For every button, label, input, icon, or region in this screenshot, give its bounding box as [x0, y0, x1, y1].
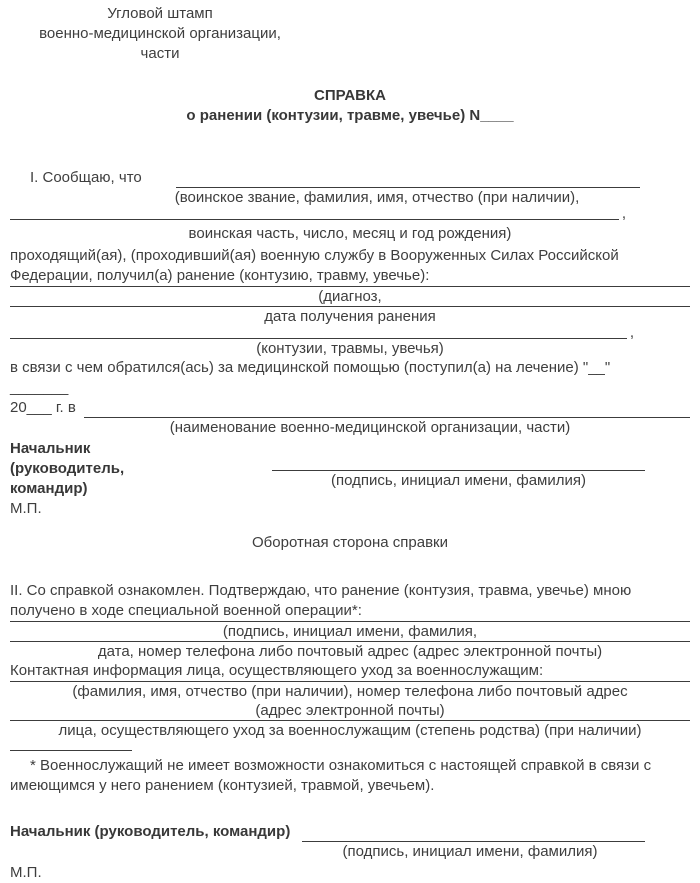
paragraph-acknowledgment: II. Со справкой ознакомлен. Подтверждаю, что ранение (контузия, травма, увечье) мною получено в ходе специальной военной операции*:	[10, 582, 632, 619]
caption-organization: (наименование военно-медицинской организации, части)	[169, 419, 571, 436]
caption-injury-type: (контузии, травмы, увечья)	[256, 340, 444, 357]
injury-type-row	[10, 326, 690, 339]
stamp-mark: М.П.	[10, 500, 42, 517]
stamp-mark-2: М.П.	[10, 864, 42, 881]
signature-block-2	[10, 822, 690, 842]
caption-signature-2: (подпись, инициал имени, фамилия)	[342, 843, 598, 860]
caption-military-unit: воинская часть, число, месяц и год рождения)	[188, 225, 512, 242]
caption-contact-details: дата, номер телефона либо почтовый адрес (адрес электронной почты)	[97, 643, 603, 660]
stamp-line-3: части	[140, 45, 180, 62]
title-block	[10, 86, 690, 126]
intro-label: I. Сообщаю, что	[30, 169, 142, 186]
full-name-row	[10, 168, 690, 188]
footnote-rule	[10, 750, 132, 751]
caption-signature: (подпись, инициал имени, фамилия)	[331, 472, 586, 489]
fill-line-birth	[10, 219, 619, 220]
paragraph-service: проходящий(ая), (проходивший(ая) военную службу в Вооруженных Силах Российской Федерации, получил(а) ранение (контузию, травму, увечье):	[10, 247, 619, 284]
caption-injury-date: дата получения ранения	[264, 308, 436, 325]
signer-title	[10, 439, 206, 499]
paragraph-caregiver-contact: Контактная информация лица, осуществляющего уход за военнослужащим:	[10, 662, 544, 679]
line-comma: ,	[629, 324, 634, 341]
caption-diagnosis: (диагноз,	[318, 288, 382, 305]
stamp-line-2: военно-медицинской организации,	[39, 25, 281, 42]
birth-row	[10, 207, 690, 220]
corner-stamp	[10, 4, 310, 64]
signature-block-1	[10, 439, 690, 499]
organization-row	[10, 398, 690, 418]
back-side-title: Оборотная сторона справки	[252, 534, 448, 551]
paragraph-treatment: в связи с чем обратился(ась) за медицинской помощью (поступил(а) на лечение) "__" _______	[10, 359, 611, 396]
footnote-text: * Военнослужащий не имеет возможности ознакомиться с настоящей справкой в связи с имеющимся у него ранением (контузией, травмой, увечьем).	[10, 757, 652, 794]
caption-rank-name: (воинское звание, фамилия, имя, отчество (при наличии),	[174, 189, 580, 206]
caption-caregiver-relation: лица, осуществляющего уход за военнослужащим (степень родства) (при наличии)	[58, 722, 642, 739]
year-prefix: 20___ г. в	[10, 399, 76, 416]
certificate-subtitle: о ранении (контузии, травме, увечье) N____	[186, 107, 514, 124]
signer-title-2: Начальник (руководитель, командир)	[10, 823, 291, 840]
line-comma: ,	[621, 205, 626, 222]
signature-area	[272, 439, 645, 499]
signer-title-line-1: Начальник (руководитель,	[10, 440, 125, 477]
stamp-line-1: Угловой штамп	[107, 5, 213, 22]
caption-signature-details: (подпись, инициал имени, фамилия,	[222, 623, 478, 640]
caption-caregiver-details: (фамилия, имя, отчество (при наличии), номер телефона либо почтовый адрес (адрес электронной почты)	[72, 683, 628, 719]
certificate-title: СПРАВКА	[314, 87, 386, 104]
signer-title-line-2: командир)	[10, 480, 88, 497]
